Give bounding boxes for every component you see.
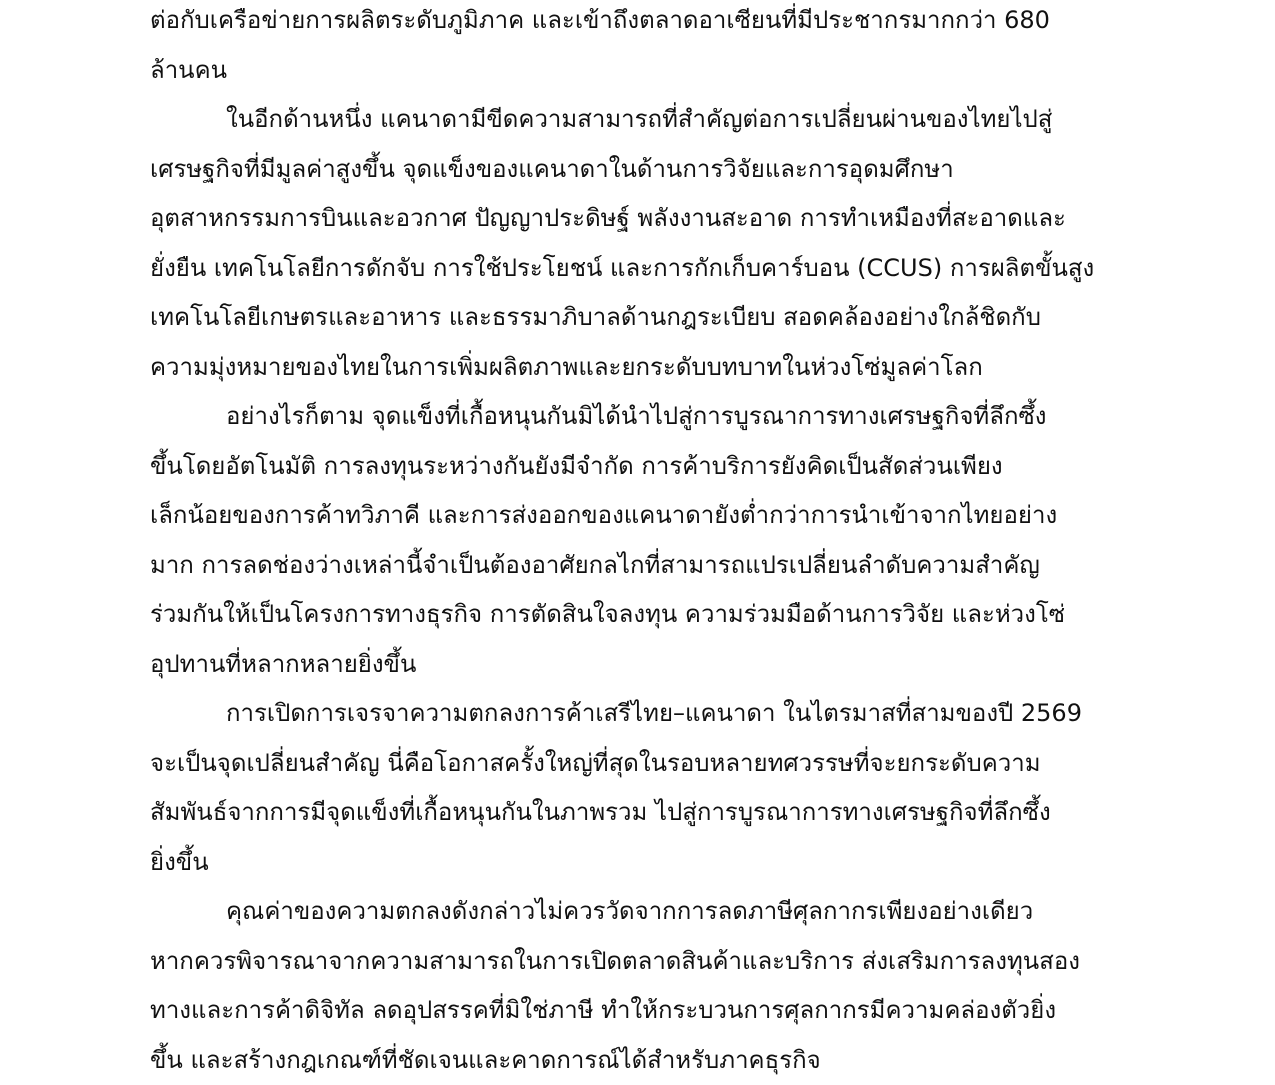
paragraph-line: ต่อกับเครือข่ายการผลิตระดับภูมิภาค และเข้าถึงตลาดอาเซียนที่มีประชากรมากกว่า 680	[150, 6, 1050, 34]
paragraph-line: ขึ้น และสร้างกฎเกณฑ์ที่ชัดเจนและคาดการณ์ได้สำหรับภาคธุรกิจ	[150, 1045, 821, 1074]
paragraph-line: เทคโนโลยีเกษตรและอาหาร และธรรมาภิบาลด้านกฎระเบียบ สอดคล้องอย่างใกล้ชิดกับ	[150, 303, 1041, 331]
paragraph-line: ยิ่งขึ้น	[150, 847, 209, 876]
paragraph-line: ความมุ่งหมายของไทยในการเพิ่มผลิตภาพและยกระดับบทบาทในห่วงโซ่มูลค่าโลก	[150, 352, 983, 381]
paragraph-1	[150, 0, 1130, 95]
paragraph-first-line: อย่างไรก็ตาม จุดแข็งที่เกื้อหนุนกันมิได้นำไปสู่การบูรณาการทางเศรษฐกิจที่ลึกซึ้ง	[226, 402, 1047, 430]
paragraph-5	[150, 887, 1130, 1085]
paragraph-3	[150, 392, 1130, 689]
paragraph-line: สัมพันธ์จากการมีจุดแข็งที่เกื้อหนุนกันในภาพรวม ไปสู่การบูรณาการทางเศรษฐกิจที่ลึกซึ้ง	[150, 798, 1051, 826]
paragraph-line: อุตสาหกรรมการบินและอวกาศ ปัญญาประดิษฐ์ พลังงานสะอาด การทำเหมืองที่สะอาดและ	[150, 204, 1066, 232]
paragraph-line: มาก การลดช่องว่างเหล่านี้จำเป็นต้องอาศัยกลไกที่สามารถแปรเปลี่ยนลำดับความสำคัญ	[150, 550, 1040, 579]
paragraph-line: เล็กน้อยของการค้าทวิภาคี และการส่งออกของแคนาดายังต่ำกว่าการนำเข้าจากไทยอย่าง	[150, 501, 1058, 529]
paragraph-line: จะเป็นจุดเปลี่ยนสำคัญ นี่คือโอกาสครั้งใหญ่ที่สุดในรอบหลายทศวรรษที่จะยกระดับความ	[150, 748, 1041, 777]
paragraph-first-line: การเปิดการเจรจาความตกลงการค้าเสรีไทย–แคนาดา ในไตรมาสที่สามของปี 2569	[226, 699, 1082, 727]
paragraph-line: ขึ้นโดยอัตโนมัติ การลงทุนระหว่างกันยังมีจำกัด การค้าบริการยังคิดเป็นสัดส่วนเพียง	[150, 451, 1003, 480]
paragraph-line: ร่วมกันให้เป็นโครงการทางธุรกิจ การตัดสินใจลงทุน ความร่วมมือด้านการวิจัย และห่วงโซ่	[150, 600, 1066, 628]
paragraph-first-line: ในอีกด้านหนึ่ง แคนาดามีขีดความสามารถที่สำคัญต่อการเปลี่ยนผ่านของไทยไปสู่	[226, 105, 1053, 133]
document-body	[150, 0, 1130, 1085]
paragraph-line: หากควรพิจารณาจากความสามารถในการเปิดตลาดสินค้าและบริการ ส่งเสริมการลงทุนสอง	[150, 946, 1080, 975]
paragraph-4	[150, 689, 1130, 887]
paragraph-line: เศรษฐกิจที่มีมูลค่าสูงขึ้น จุดแข็งของแคนาดาในด้านการวิจัยและการอุดมศึกษา	[150, 154, 954, 183]
paragraph-2	[150, 95, 1130, 392]
paragraph-line: ล้านคน	[150, 55, 228, 84]
paragraph-line: อุปทานที่หลากหลายยิ่งขึ้น	[150, 649, 417, 678]
paragraph-line: ทางและการค้าดิจิทัล ลดอุปสรรคที่มิใช่ภาษี ทำให้กระบวนการศุลกากรมีความคล่องตัวยิ่ง	[150, 996, 1057, 1024]
paragraph-line: ยั่งยืน เทคโนโลยีการดักจับ การใช้ประโยชน์ และการกักเก็บคาร์บอน (CCUS) การผลิตขั้นสูง	[150, 253, 1095, 282]
paragraph-first-line: คุณค่าของความตกลงดังกล่าวไม่ควรวัดจากการลดภาษีศุลกากรเพียงอย่างเดียว	[226, 897, 1034, 925]
